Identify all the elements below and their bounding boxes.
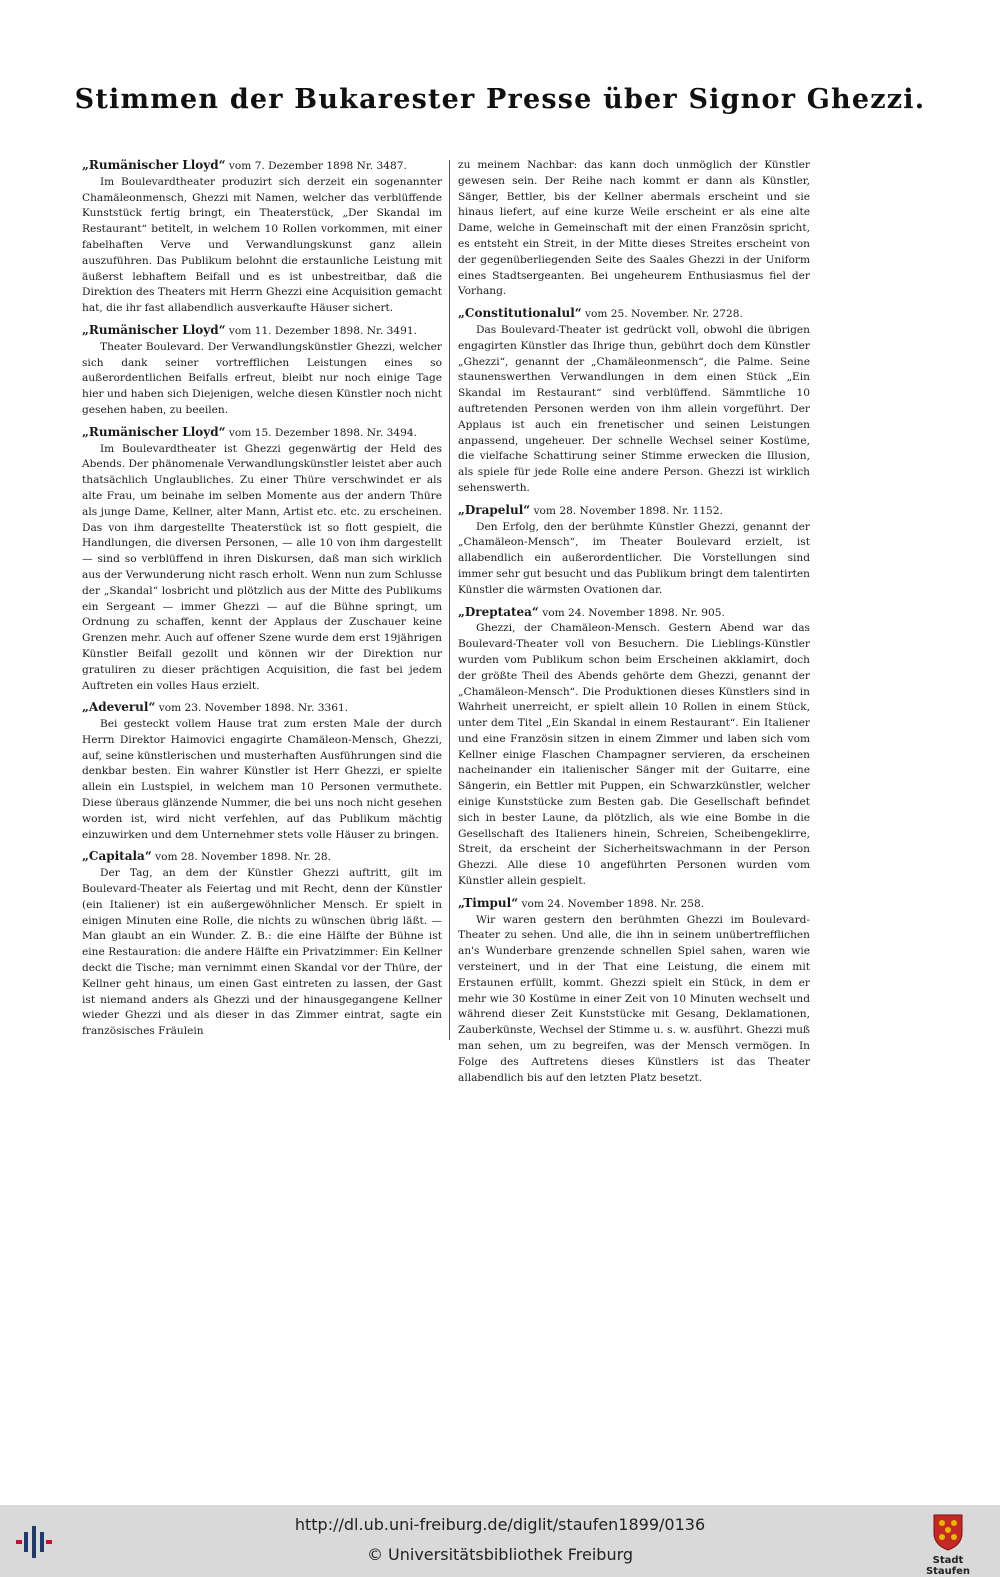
review-text: Im Boulevardtheater ist Ghezzi gegenwärtig der Held des Abends. Der phänomenale Verwandlungskünstler leistet aber auch thatsächlich Unglaubliches. Zu einer Thüre verschwindet er als alte Frau, um beinahe im selben Momente aus der andern Thüre als junge Dame, Kellner, alter Mann, Artist etc. etc. zu erscheinen. Das von ihm dargestellte Theaterstück ist so flott gespielt, die Handlungen, die diversen Personen, — alle 10 von ihm dargestellt — sind so verblüffend in ihren Diskursen, daß man sich wirklich aus der Verwunderung nicht rasch erholt. Wenn nun zum Schlusse der „Skandal“ losbricht und plötzlich aus der Mitte des Publikums ein Sergeant — immer Ghezzi — auf die Bühne springt, um Ordnung zu schaffen, kennt der Applaus der Zuschauer keine Grenzen mehr. Auch auf offener Szene wurde dem erst 19jährigen Künstler Beifall gezollt und können wir der Direktion nur gratuliren zu dieser prächtigen Acquisition, die fast bei jedem Auftreten ein volles Haus erzielt. — [82, 442, 442, 692]
right-column — [458, 158, 810, 1092]
issue-date: vom 25. November. Nr. 2728. — [585, 308, 743, 321]
issue-date: vom 23. November 1898. Nr. 3361. — [158, 702, 349, 715]
review-text: Ghezzi, der Chamäleon-Mensch. Gestern Abend war das Boulevard-Theater voll von Besuchern. Die Lieblings-Künstler wurden vom Publikum schon beim Erscheinen akklamirt, doch der größte Theil des Abends gehörte dem Ghezzi, genannt der „Chamäleon-Mensch“. Die Produktionen dieses Künstlers sind in Wahrheit unerreicht, er spielt allein 10 Rollen in einem Stück, unter dem Titel „Ein Skandal in einem Restaurant“. Ein Italiener und eine Französin sitzen in einem Zimmer und laben sich vom Kellner einige Flaschen Champagner servieren, da erscheinen nacheinander ein italienischer Sänger mit der Guitarre, eine Sängerin, ein Bettler mit Puppen, ein Schwarzkünstler, welcher einige Kunststücke zum Besten gab. Die Gesellschaft befindet sich in bester Laune, da plötzlich, als wie eine Bombe in die Gesellschaft des Italieners hinein, Schreien, Scheibengeklirre, Streit, da erscheint der Sicherheitswachmann in der Person Ghezzi. Alle diese 10 angeführten Personen wurden vom Künstler allein gespielt. — [458, 622, 810, 888]
issue-date: vom 7. Dezember 1898 Nr. 3487. — [228, 160, 407, 172]
review-text: zu meinem Nachbar: das kann doch unmöglich der Künstler gewesen sein. Der Reihe nach kommt er dann als Künstler, Sänger, Bettler, bis der Kellner abermals erscheint und sie hinaus liefert, auf eine kurze Weile erscheint er als eine alte Dame, welche in Gemeinschaft mit der einen Französin spricht, es entsteht ein Streit, in der Mitte dieses Streites erscheint von der gegenüberliegenden Seite des Saales Ghezzi in der Uniform eines Stadtsergeanten. Bei ungeheurem Enthusiasmus fiel der Vorhang. — [458, 159, 810, 298]
review-text: Im Boulevardtheater produzirt sich derzeit ein sogenannter Chamäleonmensch, Ghezzi mit Namen, welcher das verblüffende Kunststück fertig bringt, ein Theaterstück, „Der Skandal im Restaurant“ betitelt, in welchem 10 Rollen vorkommen, mit einer fabelhaften Verve und Verwandlungskunst ganz allein auszuführen. Das Publikum belohnt die erstaunliche Leistung mit äußerst lebhaftem Beifall und es ist unbestreitbar, daß die Direktion des Theaters mit Herrn Ghezzi eine Acquisition gemacht hat, die ihr fast allabendlich ausverkaufte Häuser sichert. — [82, 175, 442, 315]
review-text: Den Erfolg, den der berühmte Künstler Ghezzi, genannt der „Chamäleon-Mensch“, im Theater Boulevard erzielt, ist allabendlich ein außerordentlicher. Die Vorstellungen sind immer sehr gut besucht und das Publikum bringt dem talentirten Künstler die wärmsten Ovationen dar. — [458, 520, 810, 596]
left-column — [82, 158, 442, 1046]
press-entry — [82, 323, 442, 419]
review-text: Bei gesteckt vollem Hause trat zum ersten Male der durch Herrn Direktor Haimovici engagirte Chamäleon-Mensch, Ghezzi, auf, seine künstlerischen und musterhaften Ausführungen sind die denkbar besten. Ein wahrer Künstler ist Herr Ghezzi, er spielte allein ein Lustspiel, in welchem man 10 Personen vermuthete. Diese überaus glänzende Nummer, die bei uns noch nicht gesehen worden ist, wird nicht verfehlen, auf das Publikum mächtig einzuwirken und dem Unternehmer stets volle Häuser zu bringen. — [82, 718, 442, 841]
press-entry — [458, 605, 810, 890]
review-text: Wir waren gestern den berühmten Ghezzi im Boulevard-Theater zu sehen. Und alle, die ihn in seinem unübertrefflichen an's Wunderbare grenzende schnellen Spiel sahen, waren wie versteinert, und in der That eine Leistung, die einem mit Erstaunen erfüllt, kommt. Ghezzi spielt ein Stück, in dem er mehr wie 30 Kostüme in einer Zeit von 10 Minuten wechselt und während dieser Zeit Kunststücke mit Gesang, Deklamationen, Zauberkünste, Wechsel der Stimme u. s. w. ausführt. Ghezzi muß man sehen, um zu begreifen, was der Mensch vermögen. In Folge des Auftretens dieses Künstlers ist das Theater allabendlich bis auf den letzten Platz besetzt. — [458, 913, 810, 1084]
page-headline: Stimmen der Bukarester Presse über Signor Ghezzi. — [74, 84, 926, 115]
review-text: Der Tag, an dem der Künstler Ghezzi auftritt, gilt im Boulevard-Theater als Feiertag und mit Recht, denn der Künstler (ein Italiener) ist ein außergewöhnlicher Mensch. Er spielt in einigen Minuten eine Rolle, die nichts zu wünschen übrig läßt. — Man glaubt an ein Wunder. Z. B.: die eine Hälfte der Bühne ist eine Restauration: die andere Hälfte ein Privatzimmer: Ein Kellner deckt die Tische; man vernimmt einen Skandal vor der Thüre, der Kellner geht hinaus, um einen Gast eintreten zu lassen, der Gast ist niemand anders als Ghezzi und der hinausgegangene Kellner wieder Ghezzi und als dieser in das Zimmer eintrat, sagte ein französisches Fräulein — [82, 867, 442, 1038]
newspaper-name: „Drapelul“ — [458, 502, 531, 517]
issue-date: vom 11. Dezember 1898. Nr. 3491. — [228, 324, 417, 337]
permalink-url[interactable]: http://dl.ub.uni-freiburg.de/diglit/staufen1899/0136 — [294, 1515, 706, 1534]
newspaper-name: „Rumänischer Lloyd“ — [82, 424, 226, 439]
issue-date: vom 24. November 1898. Nr. 905. — [542, 606, 725, 619]
viewer-footer — [0, 1505, 1000, 1577]
column-divider — [449, 160, 450, 1040]
issue-date: vom 15. Dezember 1898. Nr. 3494. — [228, 426, 417, 439]
issue-date: vom 28. November 1898. Nr. 1152. — [533, 504, 723, 517]
press-entry — [82, 849, 442, 1040]
press-entry — [458, 503, 810, 599]
newspaper-name: „Dreptatea“ — [458, 604, 539, 619]
coat-of-arms-icon — [932, 1513, 964, 1551]
copyright-notice: © Universitätsbibliothek Freiburg — [366, 1545, 634, 1564]
press-entry — [458, 896, 810, 1087]
press-entry — [82, 700, 442, 843]
press-entry — [458, 306, 810, 497]
press-entry-continuation — [458, 158, 810, 300]
review-text: Theater Boulevard. Der Verwandlungskünstler Ghezzi, welcher sich dank seiner vortrefflichen Leistungen eines so außerordentlichen Beifalls erfreut, bleibt nur noch einige Tage hier und haben sich Diejenigen, welche diesen Künstler noch nicht gesehen haben, zu beeilen. — [82, 340, 442, 416]
newspaper-name: „Constitutionalul“ — [458, 306, 582, 321]
newspaper-name: „Rumänischer Lloyd“ — [82, 158, 226, 172]
review-text: Das Boulevard-Theater ist gedrückt voll, obwohl die übrigen engagirten Künstler das Ihrige thun, gebührt doch dem Künstler „Ghezzi“, genannt der „Chamäleonmensch“, die Palme. Seine staunenswerthen Verwandlungen in dem einen Stück „Ein Skandal im Restaurant“ sind verblüffend. Sämmtliche 10 auftretenden Personen werden von ihm allein vorgeführt. Der Applaus ist auch ein frenetischer und seinen Leistungen anpassend, ungeheuer. Der schnelle Wechsel seiner Kostüme, die vielfache Schattirung seiner Stimme erwecken die Illusion, als spiele für jede Rolle eine andere Person. Ghezzi ist wirklich sehenswerth. — [458, 323, 810, 494]
issue-date: vom 24. November 1898. Nr. 258. — [521, 897, 705, 910]
press-entry — [82, 425, 442, 695]
stadt-staufen-logo[interactable] — [910, 1513, 986, 1577]
issue-date: vom 28. November 1898. Nr. 28. — [155, 851, 331, 864]
partner-label: Stadt Staufen — [925, 1555, 971, 1577]
newspaper-name: „Timpul“ — [458, 895, 519, 910]
newspaper-name: „Capitala“ — [82, 849, 152, 864]
press-entry — [82, 158, 442, 317]
newspaper-name: „Adeverul“ — [82, 700, 156, 715]
newspaper-name: „Rumänischer Lloyd“ — [82, 322, 226, 337]
